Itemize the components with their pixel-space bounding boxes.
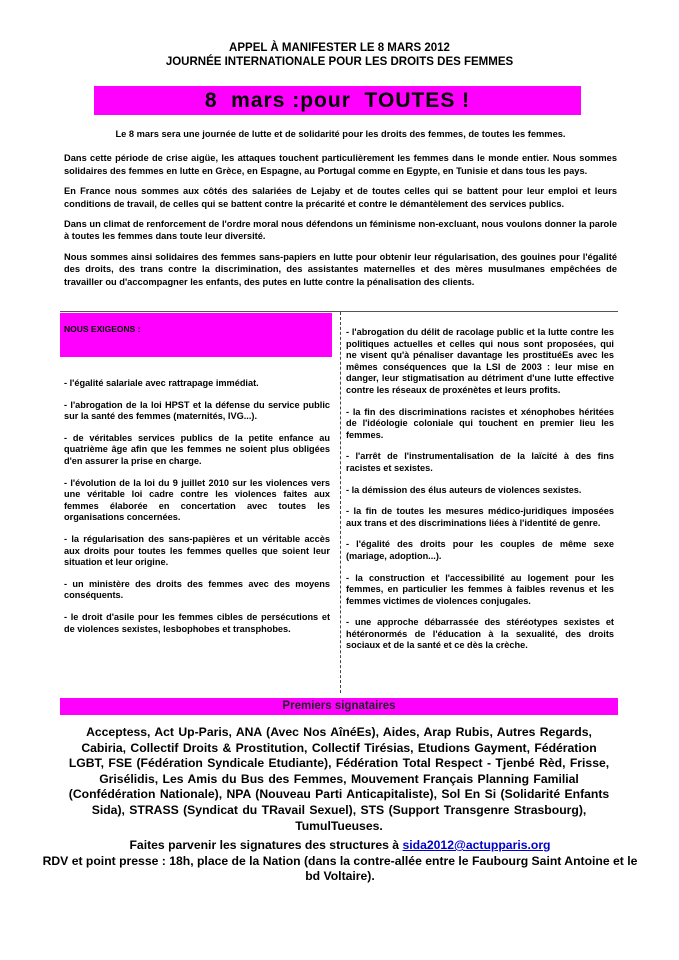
contact-email-link[interactable]: sida2012@actupparis.org (402, 838, 551, 852)
contact-line (40, 838, 640, 854)
demand-item: - l'abrogation du délit de racolage public et la lutte contre les politiques actuelles et celles qui nous sont proposées, qui ne visent qu'à pénaliser davantage les prostituéEs avec les mêmes conséquences que la LSI de 2003 : leur mise en danger, leur stigmatisation au détriment d'une lutte effective contre les réseaux de proxénètes et leurs profits. (346, 327, 614, 395)
demands-section (60, 311, 618, 693)
signatories-list: Acceptess, Act Up-Paris, ANA (Avec Nos AînéEs), Aides, Arap Rubis, Autres Regards, Cabiria, Collectif Droits & Prostitution, Collectif Tirésias, Etudions Gayment, Fédération LGBT, FSE (Fédération Syndicale Etudiante), Fédération Total Respect - Tjenbé Rèd, Frisse, Grisélidis, Les Amis du Bus des Femmes, Mouvement Français Planning Familial (Confédération Nationale), NPA (Nouveau Parti Anticapitaliste), Sol En Si (Solidarité Enfants Sida), STRASS (Syndicat du TRavail Sexuel), STS (Support Transgenre Strasbourg), TumulTueuses. (68, 725, 610, 833)
demands-left-column (64, 378, 330, 645)
header-title-line1: APPEL À MANIFESTER LE 8 MARS 2012 (229, 42, 450, 54)
demand-item: - la fin des discriminations racistes et xénophobes héritées de l'idéologie coloniale qui touchent en premier lieu les femmes. (346, 406, 614, 440)
demand-item: - la démission des élus auteurs de violences sexistes. (346, 484, 582, 495)
demand-item: - de véritables services publics de la petite enfance au quatrième âge afin que les femmes ne soient plus obligées d'en assurer la prise en charge. (64, 432, 330, 466)
header-title-line2: JOURNÉE INTERNATIONALE POUR LES DROITS DES FEMMES (165, 56, 514, 68)
demand-item: - la régularisation des sans-papières et un véritable accès aux droits pour toutes les femmes quelles que soient leur situation et leur origine. (64, 533, 330, 568)
demands-heading: NOUS EXIGEONS : (60, 313, 332, 357)
demand-item: - la fin de toutes les mesures médico-juridiques imposées aux trans et des discriminations liées à l'identité de genre. (346, 506, 614, 528)
demands-right-column (346, 327, 614, 662)
column-divider (340, 312, 341, 693)
demand-item: - un ministère des droits des femmes avec des moyens conséquents. (64, 578, 330, 601)
banner-slogan: 8 mars :pour TOUTES ! (94, 86, 581, 115)
demand-item: - l'arrêt de l'instrumentalisation de la laïcité à des fins racistes et sexistes. (346, 451, 614, 473)
intro-paragraph: Dans cette période de crise aigüe, les attaques touchent particulièrement les femmes dans le monde entier. Nous sommes solidaires des femmes en lutte en Grèce, en Espagne, au Portugal comme en Egypte, en Tunisie et dans tous les pays. (64, 153, 617, 176)
intro-section (64, 128, 617, 296)
demand-item: - l'abrogation de la loi HPST et la défense du service public sur la santé des femmes (maternités, IVG...). (64, 399, 330, 422)
signatories-heading: Premiers signataires (60, 698, 618, 715)
rdv-text: RDV et point presse : 18h, place de la Nation (dans la contre-allée entre le Faubourg Saint Antoine et le bd Voltaire). (42, 853, 638, 884)
contact-section (40, 838, 640, 885)
intro-paragraph: Nous sommes ainsi solidaires des femmes sans-papiers en lutte pour obtenir leur régularisation, des gouines pour l'égalité des droits, des trans contre la discrimination, des assistantes maternelles et des mères musulmanes empêchées de travailler ou d'accompagner les enfants, des putes en lutte contre la pénalisation des clients. (64, 251, 617, 287)
contact-prefix: Faites parvenir les signatures des structures à (129, 838, 403, 852)
intro-lead: Le 8 mars sera une journée de lutte et de solidarité pour les droits des femmes, de toutes les femmes. (115, 129, 566, 139)
demand-item: - l'égalité des droits pour les couples de même sexe (mariage, adoption...). (346, 539, 614, 561)
demand-item: - l'évolution de la loi du 9 juillet 2010 sur les violences vers une véritable loi cadre contre les violences faites aux femmes élaborée en concertation avec toutes les organisations concernées. (64, 477, 330, 523)
demand-item: - l'égalité salariale avec rattrapage immédiat. (64, 378, 259, 388)
demand-item: - la construction et l'accessibilité au logement pour les femmes, en particulier les femmes à faibles revenus et les femmes victimes de violences conjugales. (346, 572, 614, 606)
intro-paragraph: Dans un climat de renforcement de l'ordre moral nous défendons un féminisme non-excluant, nous voulons donner la parole à toutes les femmes dans toute leur diversité. (64, 219, 617, 242)
demand-item: - une approche débarrassée des stéréotypes sexistes et hétéronormés de l'éducation à la sexualité, des droits sociaux et de la santé et ce dès la crèche. (346, 617, 614, 651)
demand-item: - le droit d'asile pour les femmes cibles de persécutions et de violences sexistes, lesbophobes et transphobes. (64, 611, 330, 634)
intro-paragraph: En France nous sommes aux côtés des salariées de Lejaby et de toutes celles qui se battent pour leur emploi et leurs conditions de travail, de celles qui se battent contre la précarité et contre le démantèlement des services publics. (64, 186, 617, 209)
